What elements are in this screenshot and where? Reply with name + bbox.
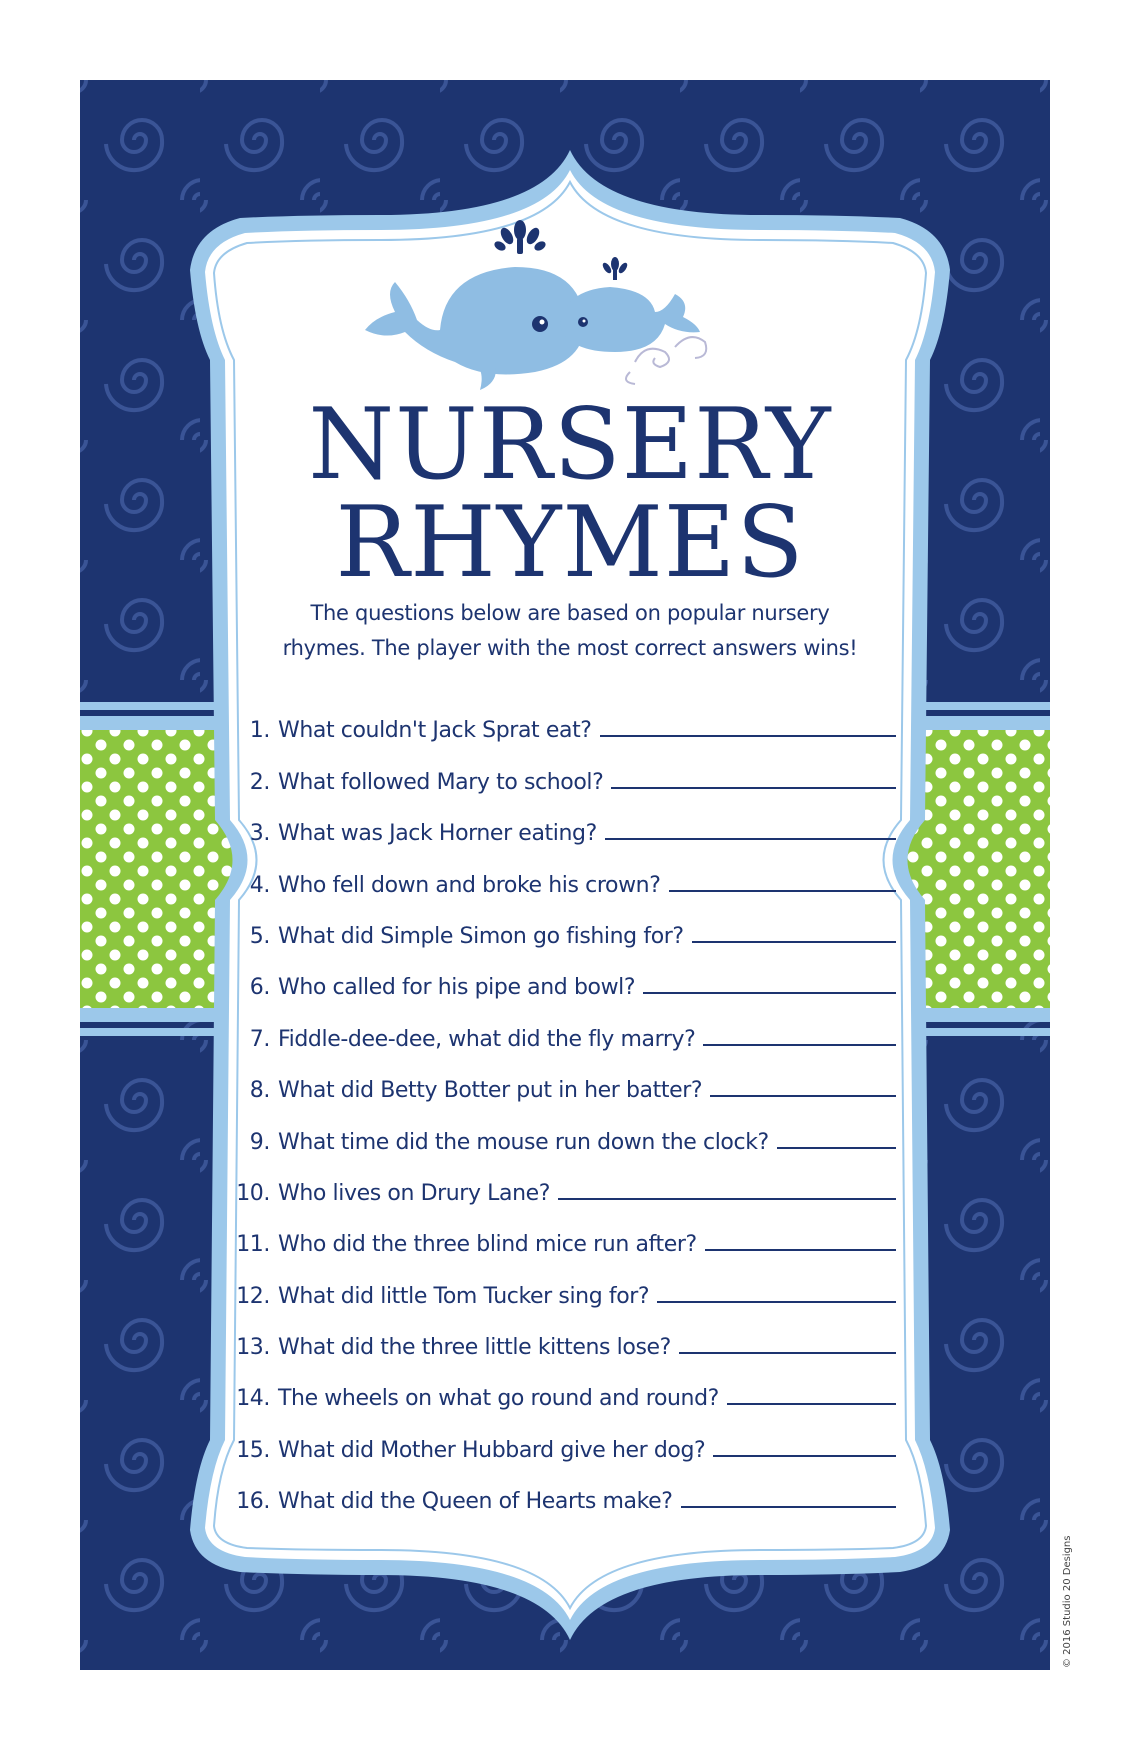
- question-item: [218, 1411, 896, 1462]
- question-text: What time did the mouse run down the clock?: [278, 1129, 769, 1155]
- answer-line[interactable]: [705, 1248, 896, 1251]
- answer-line[interactable]: [681, 1505, 896, 1508]
- answer-line[interactable]: [657, 1300, 896, 1303]
- answer-line[interactable]: [669, 889, 897, 892]
- question-text: Who called for his pipe and bowl?: [278, 975, 636, 1001]
- question-number: 14.: [236, 1386, 270, 1412]
- question-text: The wheels on what go round and round?: [278, 1386, 719, 1412]
- instructions: [255, 596, 885, 666]
- question-number: 7.: [249, 1026, 270, 1052]
- answer-line[interactable]: [600, 734, 896, 737]
- question-number: 13.: [236, 1335, 270, 1361]
- question-number: 6.: [249, 975, 270, 1001]
- question-text: What followed Mary to school?: [278, 769, 604, 795]
- question-number: 12.: [236, 1283, 270, 1309]
- question-text: Who fell down and broke his crown?: [278, 872, 661, 898]
- question-text: Who lives on Drury Lane?: [278, 1180, 551, 1206]
- instructions-line2: rhymes. The player with the most correct answers wins!: [282, 636, 858, 660]
- question-number: 2.: [249, 769, 270, 795]
- answer-line[interactable]: [679, 1351, 896, 1354]
- answer-line[interactable]: [713, 1454, 896, 1457]
- question-text: What did little Tom Tucker sing for?: [278, 1283, 650, 1309]
- answer-line[interactable]: [727, 1402, 896, 1405]
- question-item: [218, 1257, 896, 1308]
- big-whale-icon: [365, 267, 585, 374]
- page-title-line1: NURSERY: [308, 388, 832, 502]
- question-item: [218, 743, 896, 794]
- question-number: 1.: [249, 718, 270, 744]
- question-number: 8.: [249, 1078, 270, 1104]
- question-item: [218, 1360, 896, 1411]
- page-title-line2: RHYMES: [335, 486, 805, 600]
- answer-line[interactable]: [643, 991, 896, 994]
- question-item: [218, 1206, 896, 1257]
- answer-line[interactable]: [777, 1146, 896, 1149]
- question-number: 4.: [249, 872, 270, 898]
- instructions-line1: The questions below are based on popular nursery: [310, 601, 830, 625]
- question-text: What couldn't Jack Sprat eat?: [278, 718, 592, 744]
- question-number: 5.: [249, 923, 270, 949]
- question-number: 9.: [249, 1129, 270, 1155]
- question-item: [218, 1103, 896, 1154]
- answer-line[interactable]: [558, 1197, 896, 1200]
- question-list: [218, 692, 896, 1514]
- question-item: [218, 898, 896, 949]
- question-text: What did the Queen of Hearts make?: [278, 1489, 673, 1515]
- question-item: [218, 1309, 896, 1360]
- question-text: What did Mother Hubbard give her dog?: [278, 1437, 706, 1463]
- answer-line[interactable]: [703, 1043, 896, 1046]
- copyright-credit: © 2016 Studio 20 Designs: [1062, 1535, 1073, 1668]
- answer-line[interactable]: [605, 837, 896, 840]
- question-text: What did Simple Simon go fishing for?: [278, 923, 684, 949]
- question-text: Fiddle-dee-dee, what did the fly marry?: [278, 1026, 696, 1052]
- question-item: [218, 692, 896, 743]
- question-number: 11.: [236, 1232, 270, 1258]
- question-number: 10.: [236, 1180, 270, 1206]
- answer-line[interactable]: [692, 940, 896, 943]
- spout-icon: [493, 220, 547, 254]
- question-text: What was Jack Horner eating?: [278, 821, 597, 847]
- question-text: Who did the three blind mice run after?: [278, 1232, 697, 1258]
- question-item: [218, 795, 896, 846]
- question-item: [218, 1463, 896, 1514]
- question-item: [218, 1000, 896, 1051]
- question-text: What did Betty Botter put in her batter?: [278, 1078, 703, 1104]
- question-text: What did the three little kittens lose?: [278, 1335, 671, 1361]
- question-number: 3.: [249, 821, 270, 847]
- answer-line[interactable]: [611, 786, 896, 789]
- question-number: 15.: [236, 1437, 270, 1463]
- question-item: [218, 1155, 896, 1206]
- question-item: [218, 1052, 896, 1103]
- question-number: 16.: [236, 1489, 270, 1515]
- question-item: [218, 949, 896, 1000]
- whales-illustration: [345, 212, 765, 402]
- question-item: [218, 846, 896, 897]
- answer-line[interactable]: [710, 1094, 896, 1097]
